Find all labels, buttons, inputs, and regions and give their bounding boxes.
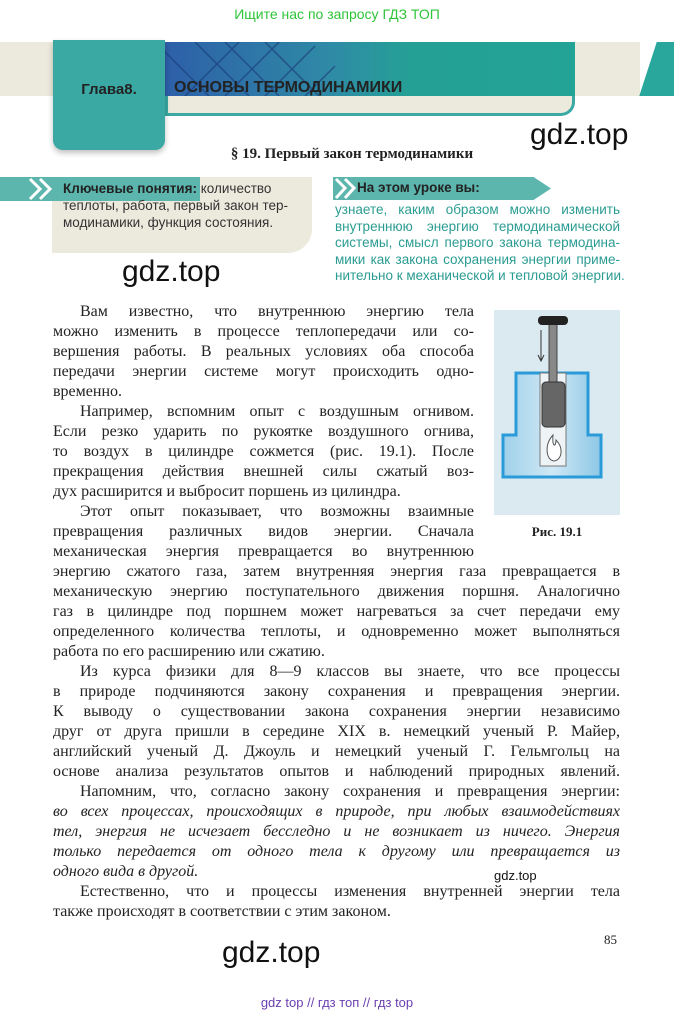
text-line: механическую энергию поступательного движения поршня. Аналогично <box>53 583 620 600</box>
footer-links[interactable]: gdz top // гдз топ // гдз top <box>260 995 414 1010</box>
key-concepts-line: количество <box>196 181 272 196</box>
key-concepts-line: модинамики, функция состояния. <box>63 215 274 230</box>
text-line: Напомним, что, согласно закону сохранения и превращения энергии: <box>80 783 620 800</box>
lesson-line: системы, смысл первого закона термодина- <box>335 235 620 250</box>
watermark: gdz.top <box>494 868 537 883</box>
watermark: gdz.top <box>222 936 321 969</box>
text-line: Вам известно, что внутреннюю энергию тела <box>80 303 474 320</box>
body-text-narrow <box>53 302 474 562</box>
text-line: Из курса физики для 8—9 классов вы знаете, что все процессы <box>80 663 620 680</box>
chapter-title-box <box>165 96 575 116</box>
chapter-title: ОСНОВЫ ТЕРМОДИНАМИКИ <box>174 79 403 96</box>
text-line: определенного количества теплоты, и одновременно может выполняться <box>53 623 620 640</box>
text-line: превращения различных видов энергии. Сначала <box>53 523 474 540</box>
lesson-goals-heading: На этом уроке вы: <box>357 180 480 195</box>
text-line: также происходят в соответствии с этим законом. <box>53 903 391 920</box>
text-line: Этот опыт показывает, что возможны взаимные <box>80 503 474 520</box>
text-line: только передается от одного тела к другому или превращается из <box>53 843 620 860</box>
watermark: gdz.top <box>122 255 221 288</box>
text-line: в природе подчиняются закону сохранения и превращения энергии. <box>53 683 620 700</box>
text-line: вершения работы. В реальных условиях оба способа <box>53 343 474 360</box>
text-line: Если резко ударить по рукоятке воздушного огнива, <box>53 423 474 440</box>
piston-cylinder-illustration <box>494 310 620 515</box>
text-line: механическая энергия превращается во внутреннюю <box>53 543 474 560</box>
text-line: К выводу о существовании закона сохранения энергии независимо <box>53 703 620 720</box>
text-line: работа по его расширению или сжатию. <box>53 643 325 660</box>
text-line: друг от друга пришли в середине XIX в. немецкий ученый Р. Майер, <box>53 723 620 740</box>
text-line: энергию сжатого газа, затем внутренняя энергия газа превращается в <box>53 563 620 580</box>
text-line: дух расширится и выбросит поршень из цилиндра. <box>53 483 401 500</box>
text-line: газ в цилиндре под поршнем может нагреваться за счет передачи ему <box>53 603 620 620</box>
header-slant-decoration <box>639 42 674 96</box>
figure-caption: Рис. 19.1 <box>531 524 583 539</box>
key-concepts-line: теплоты, работа, первый закон тер- <box>63 198 288 213</box>
text-line: Естественно, что и процессы изменения внутренней энергии тела <box>80 883 620 900</box>
chapter-label-box <box>53 40 165 150</box>
text-line: временно. <box>53 383 123 400</box>
lesson-line: нительно к механической и тепловой энергии. <box>335 268 625 283</box>
key-concepts-text <box>63 180 293 231</box>
key-concepts-heading: Ключевые понятия: <box>63 181 197 196</box>
text-line: английский ученый Д. Джоуль и немецкий ученый Г. Гельмгольц на <box>53 743 620 760</box>
search-banner: Ищите нас по запросу ГДЗ ТОП <box>234 6 440 22</box>
text-line: основе анализа результатов опытов и наблюдений природных явлений. <box>53 763 620 780</box>
text-line: одного вида в другой. <box>53 863 199 880</box>
lesson-line: внутреннюю энергию термодинамической <box>335 218 620 234</box>
text-line: Например, вспомним опыт с воздушным огнивом. <box>80 403 474 420</box>
text-line: передачи энергии системе могут происходить одно- <box>53 363 474 380</box>
section-title: § 19. Первый закон термодинамики <box>230 146 474 162</box>
lesson-line: мики как закона сохранения энергии приме- <box>335 251 620 267</box>
text-line: то воздух в цилиндре сожмется (рис. 19.1). После <box>53 443 474 460</box>
lesson-goals-text <box>335 202 625 285</box>
chevron-icon <box>28 177 58 201</box>
chapter-label: Глава8. <box>81 80 137 98</box>
page-number: 85 <box>604 932 617 947</box>
text-line: можно изменить в процессе теплопередачи или со- <box>53 323 474 340</box>
lesson-line: узнаете, каким образом можно изменить <box>335 202 620 217</box>
watermark: gdz.top <box>530 118 629 151</box>
figure-air-lighter <box>494 310 620 515</box>
text-line: тел, энергия не исчезает бесследно и не возникает из ничего. Энергия <box>53 823 620 840</box>
text-line: во всех процессах, происходящих в природе, при любых взаимодействиях <box>53 803 620 820</box>
text-line: прекращения действия внешней силы сжатый воз- <box>53 463 474 480</box>
